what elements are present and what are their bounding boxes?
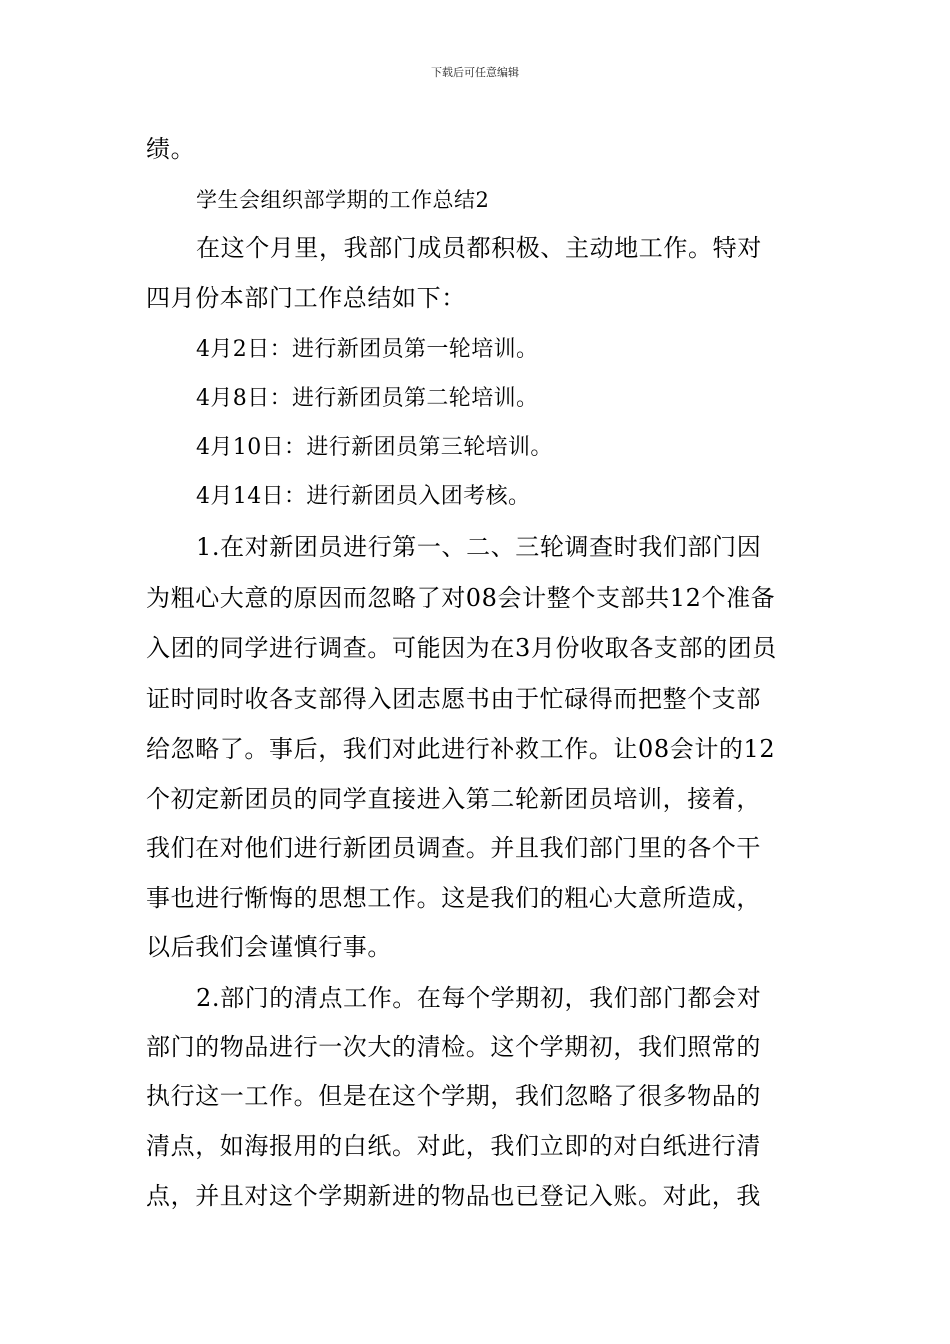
text-line: 入团的同学进行调查。可能因为在3月份收取各支部的团员 <box>146 634 777 662</box>
text-line: 绩。 <box>146 135 196 163</box>
text-line: 事也进行惭悔的思想工作。这是我们的粗心大意所造成， <box>146 884 761 912</box>
schedule-item: 4月2日：进行新团员第一轮培训。 <box>196 337 539 362</box>
text-line: 证时同时收各支部得入团志愿书由于忙碌得而把整个支部 <box>146 685 761 713</box>
text-line: 部门的物品进行一次大的清检。这个学期初，我们照常的 <box>146 1033 761 1061</box>
text-line: 点，并且对这个学期新进的物品也已登记入账。对此，我 <box>146 1182 761 1210</box>
text-line: 给忽略了。事后，我们对此进行补救工作。让08会计的12 <box>146 735 776 763</box>
text-line: 执行这一工作。但是在这个学期，我们忽略了很多物品的 <box>146 1082 761 1110</box>
text-line: 在这个月里，我部门成员都积极、主动地工作。特对 <box>196 234 762 262</box>
schedule-item: 4月8日：进行新团员第二轮培训。 <box>196 386 539 411</box>
section-title: 学生会组织部学期的工作总结2 <box>196 188 490 212</box>
text-line: 个初定新团员的同学直接进入第二轮新团员培训，接着， <box>146 785 761 813</box>
text-line: 2.部门的清点工作。在每个学期初，我们部门都会对 <box>196 984 762 1012</box>
text-line: 我们在对他们进行新团员调查。并且我们部门里的各个干 <box>146 834 761 862</box>
text-line: 以后我们会谨慎行事。 <box>146 933 392 961</box>
text-line: 清点，如海报用的白纸。对此，我们立即的对白纸进行清 <box>146 1132 761 1160</box>
page-header-note: 下载后可任意编辑 <box>431 66 519 79</box>
text-line: 四月份本部门工作总结如下： <box>146 284 466 312</box>
schedule-item: 4月10日：进行新团员第三轮培训。 <box>196 435 553 460</box>
schedule-item: 4月14日：进行新团员入团考核。 <box>196 484 531 509</box>
text-line: 1.在对新团员进行第一、二、三轮调查时我们部门因 <box>196 533 762 561</box>
text-line: 为粗心大意的原因而忽略了对08会计整个支部共12个准备 <box>146 584 776 612</box>
